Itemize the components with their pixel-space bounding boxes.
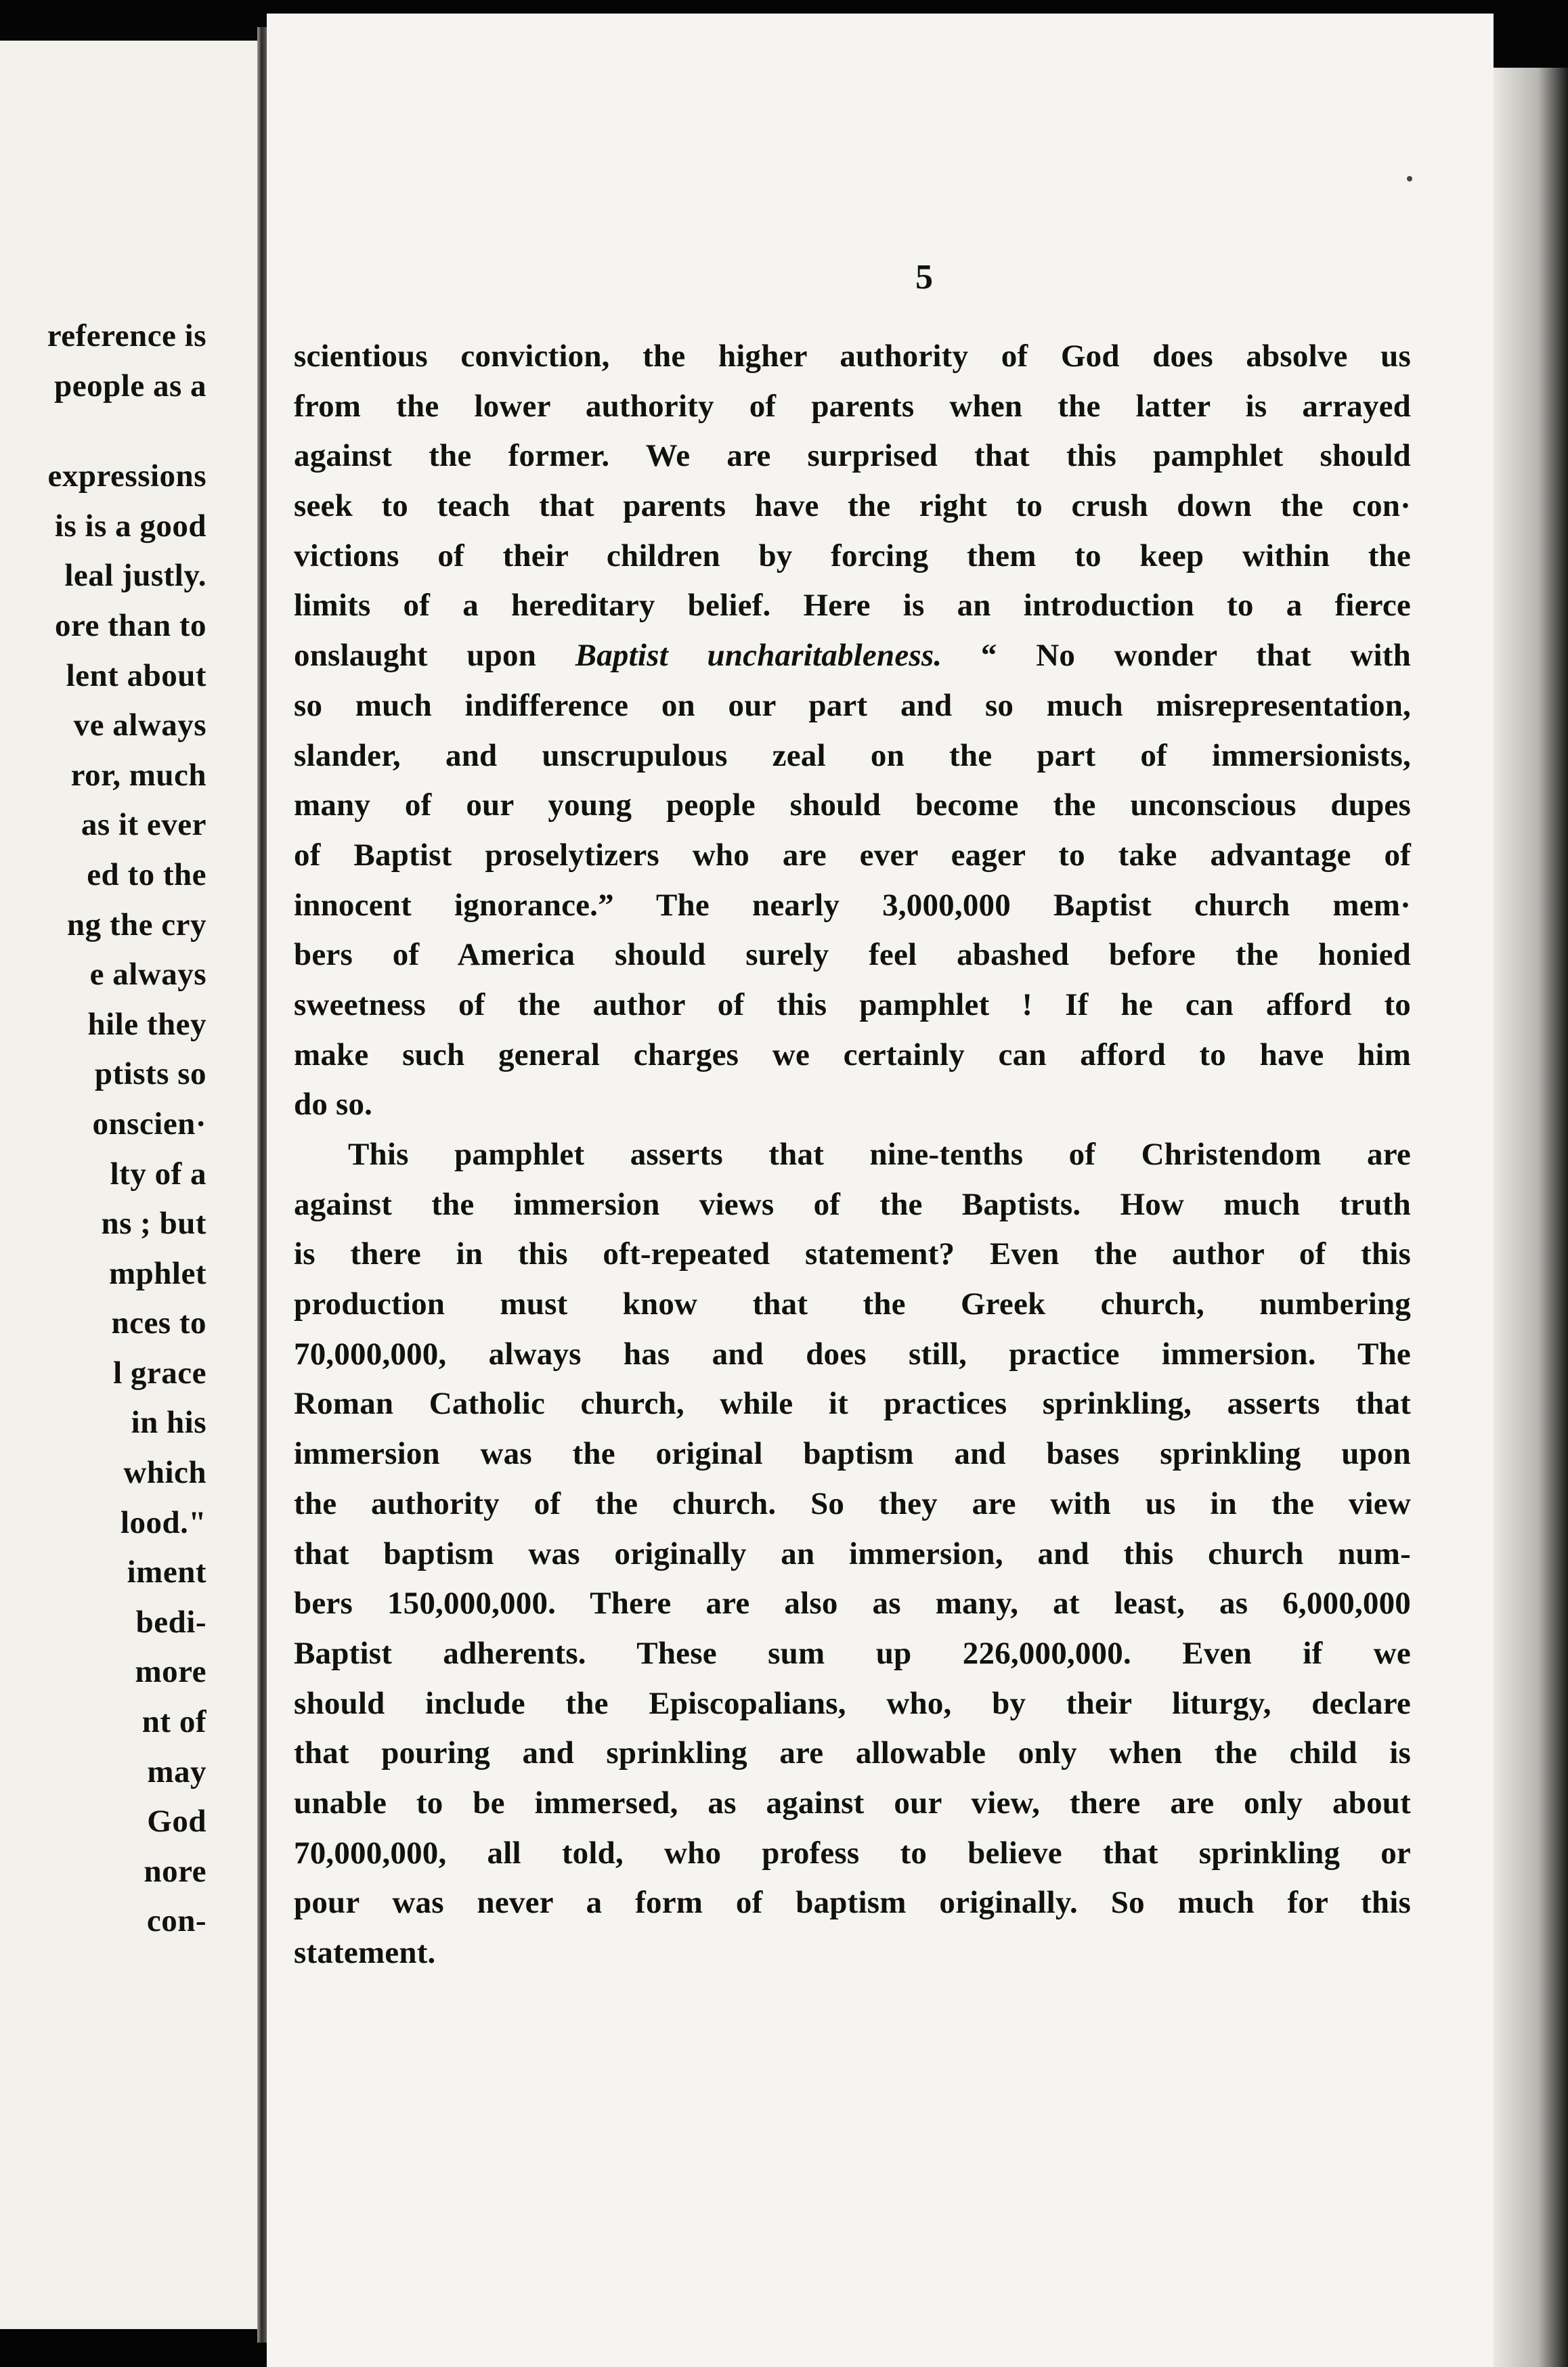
text-run: “ No wonder that with (942, 638, 1412, 674)
left-page-line: hile they (87, 1006, 206, 1042)
text-line: sweetness of the author of this pamphlet ! If he can afford to (294, 986, 1411, 1022)
text-line: unable to be immersed, as against our view, there are only about (294, 1785, 1411, 1821)
left-page-line: mphlet (109, 1255, 206, 1291)
book-gutter (257, 27, 267, 2343)
text-line: against the immersion views of the Baptists. How much truth (294, 1186, 1411, 1222)
left-page-line: lent about (66, 657, 206, 693)
text-line: pour was never a form of baptism originally. So much for this (294, 1885, 1411, 1921)
page-number: 5 (915, 258, 933, 297)
text-line: many of our young people should become the unconscious dupes (294, 787, 1411, 823)
text-run: onslaught upon (294, 638, 575, 674)
text-line: against the former. We are surprised that this pamphlet should (294, 438, 1411, 474)
text-line: 70,000,000, all told, who profess to believe that sprinkling or (294, 1835, 1411, 1871)
left-page-line: ror, much (70, 757, 206, 793)
left-facing-page (0, 41, 257, 2329)
left-page-line: ng the cry (66, 907, 206, 942)
text-line: of Baptist proselytizers who are ever eager to take advantage of (294, 837, 1411, 873)
text-line: from the lower authority of parents when the latter is arrayed (294, 388, 1411, 424)
left-page-line: iment (127, 1555, 206, 1590)
text-line: slander, and unscrupulous zeal on the part of immersionists, (294, 737, 1411, 773)
text-line: production must know that the Greek church, numbering (294, 1286, 1411, 1322)
left-page-line: lty of a (110, 1156, 206, 1192)
left-page-text (0, 311, 257, 1947)
left-page-line: leal justly. (64, 558, 206, 594)
text-line: innocent ignorance.” The nearly 3,000,000 Baptist church mem· (294, 887, 1411, 923)
left-page-line: more (135, 1654, 206, 1690)
text-line: make such general charges we certainly can afford to have him (294, 1037, 1411, 1072)
text-line: the authority of the church. So they are with us in the view (294, 1485, 1411, 1521)
italic-phrase: Baptist uncharitableness. (575, 638, 942, 674)
text-line: seek to teach that parents have the right to crush down the con· (294, 488, 1411, 524)
text-line: Roman Catholic church, while it practices sprinkling, asserts that (294, 1386, 1411, 1422)
left-page-line: con- (146, 1903, 206, 1939)
left-page-line: lood." (120, 1504, 206, 1540)
right-page (267, 14, 1494, 2367)
left-page-line: people as a (54, 368, 206, 404)
left-page-line: reference is (47, 318, 206, 353)
page-edge (1494, 68, 1568, 2367)
text-line: limits of a hereditary belief. Here is an introduction to a fierce (294, 588, 1411, 624)
left-page-line: ve always (73, 708, 206, 743)
text-line: that baptism was originally an immersion, and this church num- (294, 1536, 1411, 1571)
left-page-line: ns ; but (101, 1206, 206, 1242)
left-page-line (0, 411, 257, 452)
left-page-line: nces to (111, 1305, 206, 1341)
text-line: scientious conviction, the higher authority of God does absolve us (294, 339, 1411, 374)
left-page-line: bedi- (135, 1604, 206, 1640)
left-page-line: in his (131, 1405, 206, 1441)
left-page-line: nt of (141, 1704, 206, 1740)
text-line: victions of their children by forcing them to keep within the (294, 538, 1411, 573)
left-page-line: which (123, 1455, 206, 1491)
text-line (294, 631, 1411, 681)
text-line: is there in this oft-repeated statement? Even the author of this (294, 1236, 1411, 1272)
text-line: that pouring and sprinkling are allowable only when the child is (294, 1735, 1411, 1771)
left-page-line: as it ever (81, 807, 206, 843)
left-page-line: nore (144, 1853, 206, 1889)
ink-speck (1407, 176, 1412, 181)
body-text (294, 332, 1411, 1978)
left-page-line: e always (89, 957, 206, 993)
left-page-line: l grace (113, 1355, 206, 1391)
text-line: statement. (294, 1935, 436, 1970)
text-line: bers of America should surely feel abashed before the honied (294, 937, 1411, 973)
left-page-line: ed to the (87, 856, 206, 892)
text-line: This pamphlet asserts that nine-tenths of Christendom are (348, 1137, 1411, 1172)
text-line: do so. (294, 1087, 373, 1123)
left-page-line: is is a good (54, 508, 206, 544)
text-line: should include the Episcopalians, who, by their liturgy, declare (294, 1685, 1411, 1721)
left-page-line: ptists so (94, 1056, 206, 1092)
text-line: immersion was the original baptism and bases sprinkling upon (294, 1436, 1411, 1472)
left-page-line: ore than to (55, 607, 206, 643)
left-page-line: God (147, 1804, 206, 1840)
text-line: so much indifference on our part and so much misrepresentation, (294, 687, 1411, 723)
text-line: Baptist adherents. These sum up 226,000,000. Even if we (294, 1635, 1411, 1671)
left-page-line: may (147, 1754, 206, 1789)
left-page-line: expressions (47, 458, 206, 494)
text-line: bers 150,000,000. There are also as many, at least, as 6,000,000 (294, 1586, 1411, 1622)
text-line: 70,000,000, always has and does still, practice immersion. The (294, 1336, 1411, 1372)
left-page-line: onscien· (92, 1106, 206, 1142)
